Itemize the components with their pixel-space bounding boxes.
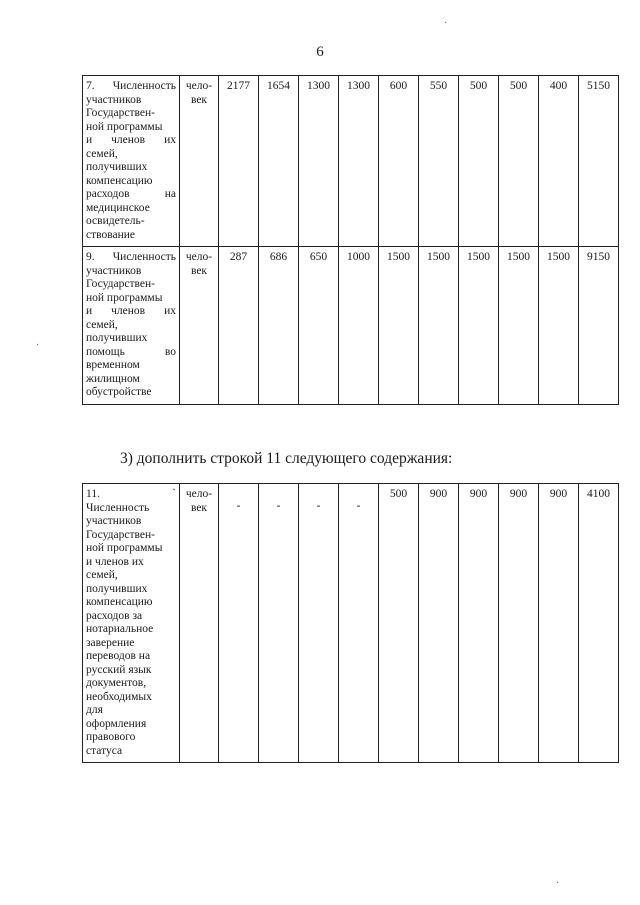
value-cell: 5150 bbox=[579, 76, 619, 247]
description-line bbox=[86, 80, 176, 94]
description-line bbox=[86, 332, 176, 346]
description-word: получивших bbox=[86, 582, 148, 595]
description-word: оформления bbox=[86, 717, 147, 730]
description-line bbox=[86, 556, 176, 570]
description-word: участников bbox=[86, 93, 142, 106]
description-word: нотариальное bbox=[86, 623, 154, 635]
description-line bbox=[86, 94, 176, 108]
value-cell: 1000 bbox=[339, 247, 379, 405]
description-word: получивших bbox=[86, 332, 148, 344]
description-word: их bbox=[164, 134, 176, 146]
description-word: русский язык bbox=[86, 663, 152, 676]
description-line bbox=[86, 175, 176, 189]
description-word: для bbox=[86, 704, 103, 716]
value-cell: 4100 bbox=[579, 484, 619, 763]
description-line bbox=[86, 529, 176, 543]
description-line bbox=[86, 373, 176, 387]
description-word: членов bbox=[111, 305, 146, 317]
value-cell: 1500 bbox=[459, 247, 499, 405]
description-line bbox=[86, 704, 176, 718]
description-line bbox=[86, 359, 176, 373]
unit-line: век bbox=[190, 93, 208, 106]
value-cell: 600 bbox=[379, 76, 419, 247]
value-cell: - bbox=[219, 484, 259, 763]
description-word: освидетель- bbox=[86, 215, 145, 227]
description-word: ствование bbox=[86, 228, 136, 241]
scan-mark: · bbox=[444, 18, 448, 29]
description-word: во bbox=[164, 345, 176, 358]
description-line bbox=[86, 718, 176, 732]
description-word: ной программы bbox=[86, 120, 163, 133]
description-line bbox=[86, 121, 176, 135]
description-word: жилищном bbox=[86, 372, 140, 385]
description-line bbox=[86, 488, 176, 502]
description-line bbox=[86, 265, 176, 279]
value-cell: 1654 bbox=[259, 76, 299, 247]
table-row bbox=[83, 76, 619, 247]
value-cell: 1500 bbox=[539, 247, 579, 405]
table-top bbox=[82, 75, 619, 405]
description-line bbox=[86, 188, 176, 202]
description-word: расходов bbox=[86, 188, 130, 200]
description-word: помощь bbox=[86, 345, 125, 358]
description-word: получивших bbox=[86, 161, 148, 173]
page-number: 6 bbox=[316, 44, 324, 60]
description-word: участников bbox=[86, 264, 142, 277]
unit-line: век bbox=[190, 501, 208, 514]
value-cell: 550 bbox=[419, 76, 459, 247]
description-line bbox=[86, 596, 176, 610]
instruction-text: 3) дополнить строкой 11 следующего содержания: bbox=[120, 450, 453, 467]
unit-line: век bbox=[190, 264, 208, 277]
description-line bbox=[86, 251, 176, 265]
description-word: 9. bbox=[86, 251, 95, 263]
value-cell: 900 bbox=[419, 484, 459, 763]
value-cell: 900 bbox=[499, 484, 539, 763]
description-line bbox=[86, 202, 176, 216]
description-line bbox=[86, 319, 176, 333]
row-description bbox=[83, 247, 180, 405]
unit-line: чело- bbox=[185, 251, 213, 263]
row-unit bbox=[180, 484, 219, 763]
description-line bbox=[86, 691, 176, 705]
value-cell: 1500 bbox=[419, 247, 459, 405]
description-word: семей, bbox=[86, 569, 118, 581]
description-line bbox=[86, 346, 176, 360]
description-word: Численность bbox=[86, 501, 150, 514]
description-line bbox=[86, 229, 176, 243]
description-word: Государствен- bbox=[86, 278, 155, 290]
description-word: Государствен- bbox=[86, 528, 155, 541]
value-cell: 400 bbox=[539, 76, 579, 247]
value-cell: 500 bbox=[459, 76, 499, 247]
value-cell: 1300 bbox=[339, 76, 379, 247]
row-description bbox=[83, 76, 180, 247]
description-word: на bbox=[164, 188, 176, 200]
description-word: 7. bbox=[86, 80, 95, 92]
description-line bbox=[86, 731, 176, 745]
description-line bbox=[86, 515, 176, 529]
description-line bbox=[86, 107, 176, 121]
value-cell: 9150 bbox=[579, 247, 619, 405]
description-word: статуса bbox=[86, 744, 123, 757]
description-word: членов bbox=[111, 134, 146, 146]
value-cell: - bbox=[259, 484, 299, 763]
description-word: ` bbox=[172, 488, 176, 500]
description-word: 11. bbox=[86, 488, 100, 500]
description-word: временном bbox=[86, 359, 140, 371]
description-line bbox=[86, 610, 176, 624]
description-word: Численность bbox=[112, 80, 176, 92]
description-word: обустройстве bbox=[86, 386, 152, 398]
value-cell: 2177 bbox=[219, 76, 259, 247]
row-description bbox=[83, 484, 180, 763]
description-line bbox=[86, 542, 176, 556]
description-line bbox=[86, 386, 176, 400]
row-unit bbox=[180, 76, 219, 247]
description-word: ной программы bbox=[86, 542, 163, 554]
value-cell: 686 bbox=[259, 247, 299, 405]
unit-line: чело- bbox=[185, 488, 213, 500]
value-cell: 1500 bbox=[499, 247, 539, 405]
description-word: переводов на bbox=[86, 650, 151, 662]
description-line bbox=[86, 215, 176, 229]
table-row bbox=[83, 484, 619, 763]
description-word: и bbox=[86, 305, 93, 317]
description-word: семей, bbox=[86, 147, 118, 160]
description-word: Государствен- bbox=[86, 107, 155, 119]
value-cell: 500 bbox=[499, 76, 539, 247]
description-word: Численность bbox=[112, 251, 176, 263]
value-cell: 500 bbox=[379, 484, 419, 763]
value-cell: - bbox=[339, 484, 379, 763]
scan-mark: · bbox=[556, 878, 560, 889]
description-line bbox=[86, 650, 176, 664]
description-word: семей, bbox=[86, 318, 118, 331]
description-word: и членов их bbox=[86, 555, 144, 568]
description-line bbox=[86, 569, 176, 583]
unit-line: чело- bbox=[185, 80, 213, 92]
description-word: правового bbox=[86, 731, 136, 743]
description-line bbox=[86, 637, 176, 651]
description-word: документов, bbox=[86, 677, 147, 689]
description-word: компенсацию bbox=[86, 174, 153, 187]
description-line bbox=[86, 161, 176, 175]
description-word: участников bbox=[86, 515, 142, 527]
description-line bbox=[86, 134, 176, 148]
description-line bbox=[86, 502, 176, 516]
value-cell: 900 bbox=[459, 484, 499, 763]
description-line bbox=[86, 664, 176, 678]
value-cell: 1300 bbox=[299, 76, 339, 247]
value-cell: 287 bbox=[219, 247, 259, 405]
description-word: компенсацию bbox=[86, 596, 153, 608]
description-word: и bbox=[86, 134, 93, 146]
description-line bbox=[86, 278, 176, 292]
table-row bbox=[83, 247, 619, 405]
description-word: заверение bbox=[86, 636, 135, 649]
description-word: необходимых bbox=[86, 690, 152, 703]
value-cell: 650 bbox=[299, 247, 339, 405]
table-bottom bbox=[82, 483, 619, 763]
description-line bbox=[86, 623, 176, 637]
scan-mark: · bbox=[36, 340, 40, 351]
description-line bbox=[86, 677, 176, 691]
description-word: медицинское bbox=[86, 201, 150, 214]
description-line bbox=[86, 305, 176, 319]
description-word: расходов за bbox=[86, 609, 143, 622]
description-line bbox=[86, 292, 176, 306]
value-cell: - bbox=[299, 484, 339, 763]
value-cell: 900 bbox=[539, 484, 579, 763]
value-cell: 1500 bbox=[379, 247, 419, 405]
description-line bbox=[86, 583, 176, 597]
description-word: ной программы bbox=[86, 291, 163, 304]
description-line bbox=[86, 148, 176, 162]
row-unit bbox=[180, 247, 219, 405]
description-word: их bbox=[164, 305, 176, 317]
description-line bbox=[86, 745, 176, 759]
